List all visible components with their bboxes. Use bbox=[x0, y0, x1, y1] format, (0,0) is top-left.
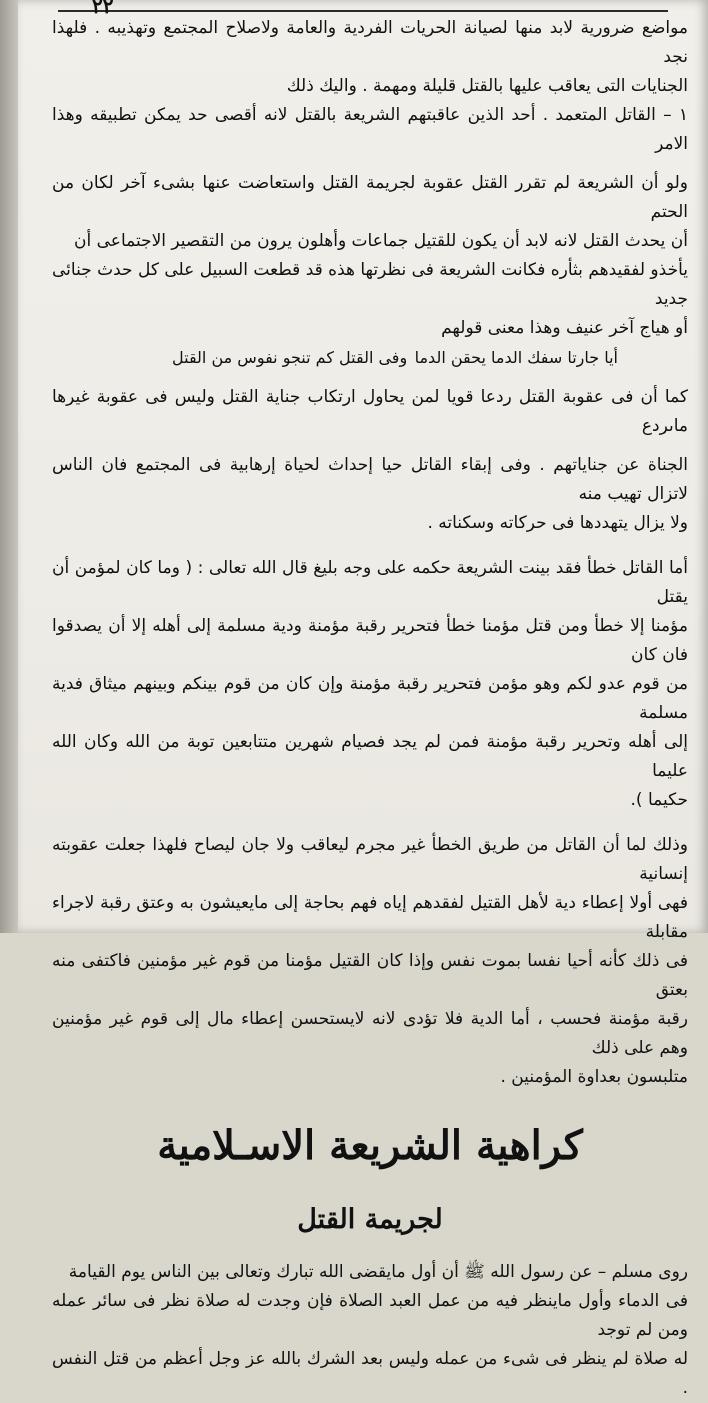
verse-left-hemistich: وفى القتل كم تنجو نفوس من القتل bbox=[172, 348, 408, 367]
section2-line: الجناة عن جناياتهم . وفى إبقاء القاتل حيا إحداث لحياة إرهابية فى المجتمع فان الناس لاتزال تهيب منه bbox=[52, 455, 688, 504]
section2-line: كما أن فى عقوبة القتل ردعا قويا لمن يحاول ارتكاب جناية القتل وليس فى عقوبة غيرها ماىردع bbox=[52, 387, 688, 436]
section4-line: متلبسون بعداوة المؤمنين . bbox=[500, 1067, 688, 1087]
section1-line: يأخذو لفقيدهم بثأره فكانت الشريعة فى نظرتها هذه قد قطعت السبيل على كل حدث جنائى جديد bbox=[52, 260, 688, 309]
section3-line: من قوم عدو لكم وهو مؤمن فتحرير رقبة مؤمنة وإن كان من قوم بينكم وبينهم ميثاق فدية مسلمة bbox=[52, 674, 688, 723]
hadith-line: روى مسلم – عن رسول الله ﷺ أن أول مايقضى الله تبارك وتعالى بين الناس يوم القيامة bbox=[68, 1262, 688, 1282]
section3-line: أما القاتل خطأ فقد بينت الشريعة حكمه على وجه بليغ قال الله تعالى : ( وما كان لمؤمن أن يقتل bbox=[52, 558, 688, 607]
section1-line: أن يحدث القتل لانه لابد أن يكون للقتيل جماعات وأهلون يرون من التقصير الاجتماعى أن bbox=[74, 231, 688, 251]
section4-line: فى ذلك كأنه أحيا نفسا بموت نفس وإذا كان القتيل مؤمنا من قوم غير مؤمنين فاكتفى منه بعتق bbox=[52, 951, 688, 1000]
section4-line: فهى أولا إعطاء دية لأهل القتيل لفقدهم إياه فهم بحاجة إلى مايعيشون به وعتق رقبة لاجراء مقابلة bbox=[52, 893, 688, 942]
section3-line: مؤمنا إلا خطأ ومن قتل مؤمنا خطأ فتحرير رقبة مؤمنة ودية مسلمة إلى أهله إلا أن يصدقوا فان كان bbox=[52, 616, 688, 665]
section1-line: ١ – القاتل المتعمد . أحد الذين عاقبتهم الشريعة بالقتل لانه أقصى حد يمكن تطبيقه وهذا الامر bbox=[52, 105, 688, 154]
section4-line: وذلك لما أن القاتل من طريق الخطأ غير مجرم ليعاقب ولا جان ليصاح فلهذا جعلت عقوبته إنسانية bbox=[52, 835, 688, 884]
intro-line: مواضع ضرورية لابد منها لصيانة الحريات الفردية والعامة ولاصلاح المجتمع وتهذيبه . فلهذا نجد bbox=[52, 18, 688, 67]
book-page bbox=[18, 0, 708, 1398]
section1-line: ولو أن الشريعة لم تقرر القتل عقوبة لجريمة القتل واستعاضت عنها بشىء آخر لكان من الحتم bbox=[52, 173, 688, 222]
intro-line: الجنايات التى يعاقب عليها بالقتل قليلة ومهمة . واليك ذلك bbox=[286, 76, 688, 96]
page-content bbox=[52, 14, 688, 1403]
header-rule bbox=[58, 10, 668, 12]
hadith-line: فى الدماء وأول ماينظر فيه من عمل العبد الصلاة فإن وجدت له صلاة نظر فى سائر عمله ومن لم توجد bbox=[52, 1291, 688, 1340]
section3-line: إلى أهله وتحرير رقبة مؤمنة فمن لم يجد فصيام شهرين متتابعين توبة من الله وكان الله عليما bbox=[52, 732, 688, 781]
verse-right-hemistich: أيا جارتا سفك الدما يحقن الدما bbox=[414, 348, 618, 367]
chapter-subheading: لجريمة القتل bbox=[297, 1204, 443, 1235]
chapter-heading: كراهية الشريعة الاسـلامية bbox=[157, 1122, 583, 1169]
hadith-line: له صلاة لم ينظر فى شىء من عمله وليس بعد الشرك بالله عز وجل أعظم من قتل النفس . bbox=[52, 1349, 688, 1398]
section3-line: حكيما ). bbox=[630, 790, 688, 810]
page-number: ٢٢ bbox=[92, 0, 114, 18]
section2-line: ولا يزال يتهددها فى حركاته وسكناته . bbox=[427, 513, 688, 533]
poetry-verse bbox=[52, 343, 688, 373]
section1-line: أو هياج آخر عنيف وهذا معنى قولهم bbox=[441, 318, 688, 338]
section4-line: رقبة مؤمنة فحسب ، أما الدية فلا تؤدى لانه لايستحسن إعطاء مال إلى قوم غير مؤمنين وهم على ذلك bbox=[52, 1009, 688, 1058]
